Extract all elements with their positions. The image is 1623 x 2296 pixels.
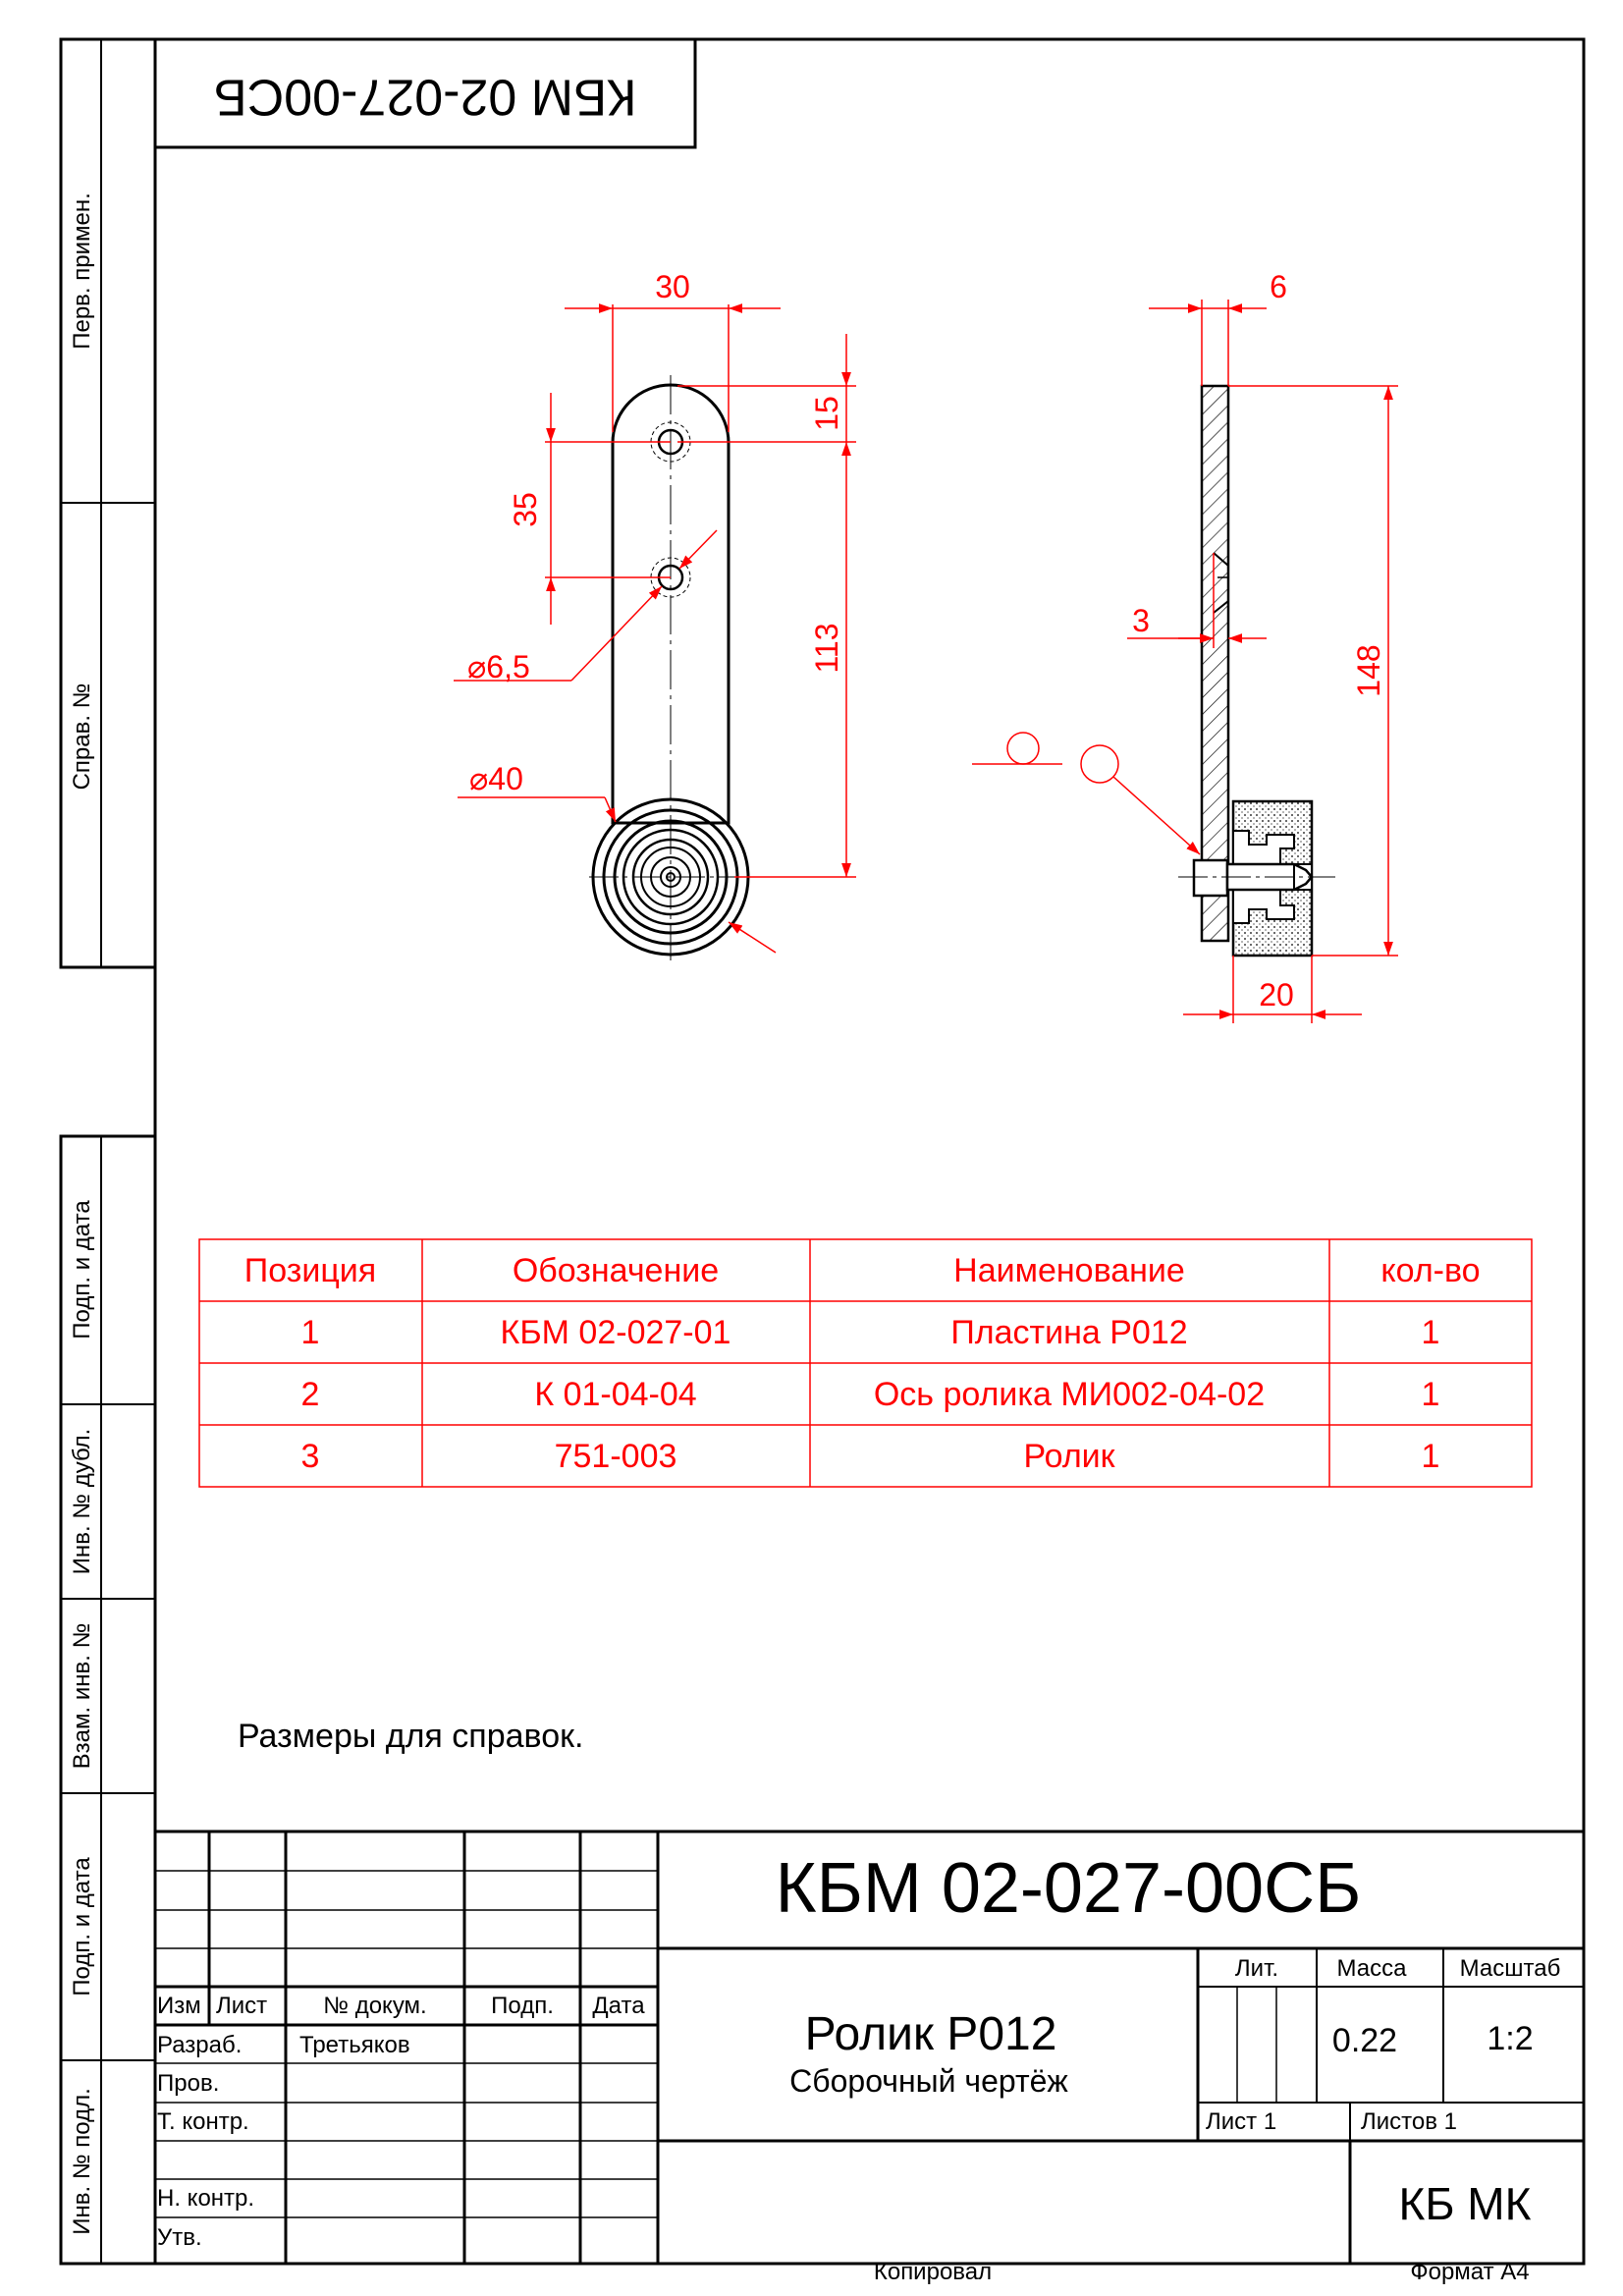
dim-roller-diameter: ⌀40	[469, 761, 523, 796]
side-label-sprav: Справ. №	[69, 683, 95, 791]
table-cell: 1	[1421, 1438, 1440, 1475]
spec-table	[199, 1239, 1532, 1487]
designation-box-top	[155, 39, 695, 147]
side-label-perv-primen: Перв. примен.	[69, 192, 95, 350]
role-checker: Пров.	[157, 2070, 220, 2097]
sheet-frame	[155, 39, 1584, 2264]
table-cell: К 01-04-04	[534, 1376, 697, 1413]
title-name: Ролик Р012	[804, 2008, 1057, 2060]
note-reference-dimensions: Размеры для справок.	[238, 1718, 584, 1755]
table-cell: 1	[1421, 1314, 1440, 1351]
title-block	[155, 1831, 1584, 2264]
side-label-podp-data-2: Подп. и дата	[69, 1857, 95, 1996]
col-izm: Изм	[157, 1993, 201, 2019]
side-label-vzam-inv: Взам. инв. №	[69, 1622, 95, 1770]
dim-width: 30	[655, 269, 690, 304]
table-cell: Ролик	[1023, 1438, 1115, 1475]
table-cell: 3	[300, 1438, 320, 1475]
table-cell: КБМ 02-027-01	[500, 1314, 731, 1351]
side-label-inv-dubl: Инв. № дубл.	[69, 1428, 95, 1575]
dim-hole-spacing: 35	[508, 492, 543, 527]
table-cell: 1	[1421, 1376, 1440, 1413]
col-list: Лист	[216, 1993, 268, 2019]
role-approver: Утв.	[157, 2224, 202, 2251]
sheet-number: Лист 1	[1206, 2108, 1277, 2135]
scale-value: 1:2	[1487, 2020, 1534, 2057]
footer-format: Формат А4	[1410, 2259, 1530, 2285]
role-tech-control: Т. контр.	[157, 2108, 249, 2135]
mass-value: 0.22	[1331, 2022, 1398, 2059]
table-cell: 751-003	[554, 1438, 677, 1475]
table-cell: 2	[300, 1376, 320, 1413]
table-header-designation: Обозначение	[512, 1252, 720, 1289]
front-dimensions	[454, 269, 856, 953]
col-date: Дата	[592, 1993, 645, 2019]
plate-section	[1202, 386, 1228, 941]
role-norm-control: Н. контр.	[157, 2185, 255, 2212]
title-doc-type: Сборочный чертёж	[789, 2063, 1068, 2099]
developer-name: Третьяков	[299, 2032, 410, 2058]
designation-mirrored: КБМ 02-027-00СБ	[213, 68, 637, 126]
dim-top-to-hole: 15	[809, 396, 844, 431]
table-cell: Пластина Р012	[950, 1314, 1188, 1351]
dim-plate-thickness: 6	[1270, 269, 1287, 304]
col-signature: Подп.	[491, 1993, 554, 2019]
table-header-qty: кол-во	[1380, 1252, 1481, 1289]
dim-hole-diameter: ⌀6,5	[467, 649, 530, 684]
mass-label: Масса	[1336, 1955, 1407, 1982]
front-view	[589, 375, 756, 960]
side-label-inv-podl: Инв. № подл.	[69, 2088, 95, 2235]
title-designation: КБМ 02-027-00СБ	[775, 1849, 1362, 1928]
table-header-name: Наименование	[953, 1252, 1185, 1289]
table-header-position: Позиция	[243, 1252, 377, 1289]
axle	[1194, 860, 1312, 896]
dim-overall-length: 148	[1351, 644, 1386, 697]
side-column	[61, 39, 155, 2264]
role-developer: Разраб.	[157, 2032, 243, 2058]
dim-hole-to-axis: 113	[809, 623, 844, 674]
dim-roller-width: 20	[1259, 977, 1294, 1012]
footer-copied: Копировал	[873, 2259, 993, 2285]
position-callout-icon	[1081, 745, 1118, 783]
dim-chamfer: 3	[1132, 603, 1150, 638]
table-cell: Ось ролика МИ002-04-02	[873, 1376, 1266, 1413]
lit-label: Лит.	[1234, 1955, 1279, 1982]
side-view	[1178, 386, 1335, 956]
organization: КБ МК	[1398, 2178, 1532, 2229]
table-cell: 1	[300, 1314, 320, 1351]
sheets-count: Листов 1	[1361, 2108, 1457, 2135]
scale-label: Масштаб	[1459, 1955, 1561, 1982]
col-doc-number: № докум.	[323, 1993, 427, 2019]
side-label-podp-data-1: Подп. и дата	[69, 1200, 95, 1339]
side-dimensions	[972, 269, 1398, 1023]
